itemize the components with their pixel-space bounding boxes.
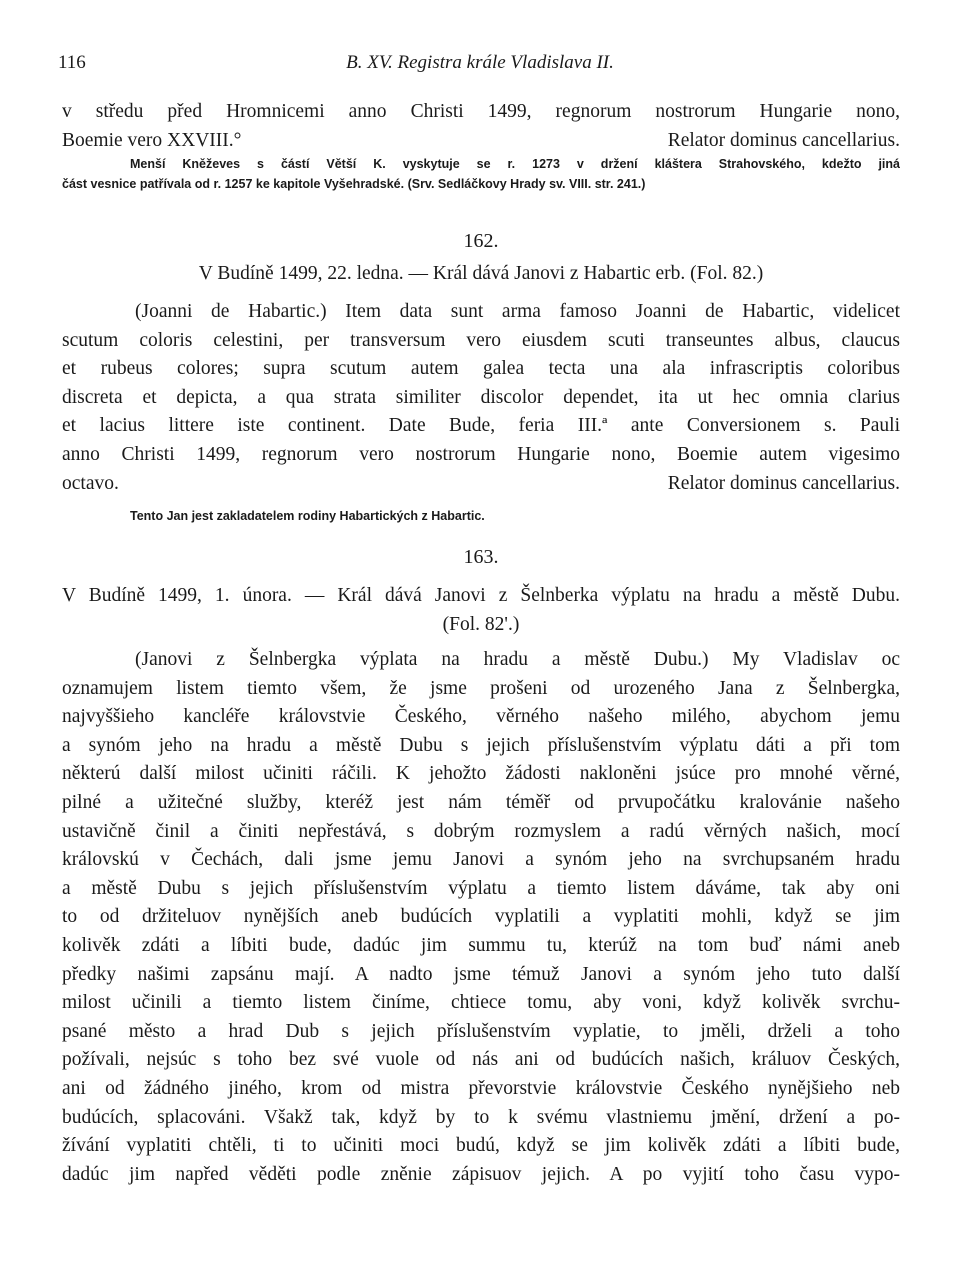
running-title: B. XV. Registra krále Vladislava II. [346, 52, 614, 73]
page-header [58, 52, 902, 82]
text-line: některú další milost učiniti ráčili. K jehožto žádosti nakloněni jsúce pro mnohé věrné, [62, 763, 900, 785]
regest: V Budíně 1499, 1. února. — Král dává Janovi z Šelnberka výplatu na hradu a městě Dubu. [62, 585, 900, 606]
text-line: to od držiteluov nynějších aneb budúcích vyplatili a vyplatiti mohli, když se jim [62, 906, 900, 928]
text-line: předky našimi zapsánu mají. A nadto jsme témuž Janovi a synóm jeho tuto další [62, 963, 900, 985]
document-162-note [62, 506, 900, 526]
text-line: a městě Dubu s jejich příslušenstvím výplatu a tiemto listem dáváme, tak aby oni [62, 877, 900, 899]
text-line: najvyššieho kancléře královstvie Českého, věrného našeho milého, abychom jemu [62, 706, 900, 728]
document-163-text [62, 646, 900, 1189]
text-line: oznamujem listem tiemto všem, že jsme prošeni od urozeného Jana z Šelnbergka, [62, 677, 900, 699]
text-line: psané město a hrad Dub s jejich příslušenstvím vyplatie, to jměli, drželi a toho [62, 1020, 900, 1042]
note-line: část vesnice patřívala od r. 1257 ke kapitole Vyšehradské. (Srv. Sedláčkovy Hrady sv. VIII. str. 241.) [62, 177, 646, 191]
note-line: Menší Kněževes s částí Větší K. vyskytuje se r. 1273 v držení kláštera Strahovského, kdežto jiná [130, 157, 900, 171]
text-line: pilné a užitečné služby, kteréž jest nám téměř od prvupočátku kralovánie našeho [62, 791, 900, 813]
text-line: žívání vyplatiti chtěli, ti to učiniti moci budú, když se jim kolivěk zdáti a líbiti bude, [62, 1135, 900, 1157]
document-162-text [62, 298, 900, 498]
text-line [62, 127, 900, 156]
text-line: scutum coloris celestini, per transversum vero eiusdem scuti transeuntes albus, claucus [62, 329, 900, 351]
relator-line: Relator dominus cancellarius. [667, 472, 900, 494]
note-line: Tento Jan jest zakladatelem rodiny Habartických z Habartic. [130, 509, 485, 523]
regest: V Budíně 1499, 22. ledna. — Král dává Janovi z Habartic erb. (Fol. 82.) [198, 263, 764, 284]
text-line: anno Christi 1499, regnorum vero nostrorum Hungarie nono, Boemie autem vigesimo [62, 443, 900, 465]
text-line: milost učinili a tiemto listem činíme, chtiece tomu, aby voni, když kolivěk svrchu- [62, 992, 900, 1014]
text-line: et lacius littere iste continent. Date Bude, feria III.ª ante Conversionem s. Pauli [62, 415, 900, 437]
text-line: kolivěk zdáti a líbiti bude, dadúc jim summu tu, kterúž na tom buď námi aneb [62, 934, 900, 956]
document-number: 162. [463, 230, 499, 252]
text-line: požívali, nejsúc s toho bez své vuole od nás ani od budúcích našich, králuov Českých, [62, 1049, 900, 1071]
text-line: ustavičně činil a činiti nepřestává, s dobrým rozmyslem a radú věrných našich, mocí [62, 820, 900, 842]
text-line: a synóm jeho na hradu a městě Dubu s jejich příslušenstvím výplatu dáti a při tom [62, 734, 900, 756]
text-line: (Joanni de Habartic.) Item data sunt arma famoso Joanni de Habartic, videlicet [135, 301, 900, 322]
text-line: et rubeus colores; supra scutum autem galea tecta una ala infrascriptis coloribus [62, 358, 900, 380]
text-line: budúcích, splacováni. Všakž tak, když by to k svému vlastniemu jmění, držení a po- [62, 1106, 900, 1128]
closing-word: octavo. [62, 472, 119, 494]
document-number: 163. [463, 546, 499, 568]
document-162 [62, 226, 900, 289]
previous-document-ending [62, 98, 900, 155]
previous-document-note [62, 154, 900, 194]
text-line: ani od žádného jiného, krom od mistra převorstvie královstvie Českého nynějšieho neb [62, 1077, 900, 1099]
relator-line: Relator dominus cancellarius. [667, 129, 900, 151]
text-line: dadúc jim napřed věděti podle zněnie zápisuov jejich. A po vyjití toho času vypo- [62, 1163, 900, 1185]
text-line: (Janovi z Šelnbergka výplata na hradu a městě Dubu.) My Vladislav oc [135, 649, 900, 670]
document-163 [62, 542, 900, 639]
text-line [62, 470, 900, 499]
page-number: 116 [58, 52, 86, 73]
text-line: královskú v Čechách, dali jsme jemu Janovi a synóm jeho na svrchupsaném hradu [62, 849, 900, 871]
regest: (Fol. 82'.) [442, 613, 520, 635]
text-line: discreta et depicta, a qua strata similiter discolor dependet, ita ut hec omnia clarius [62, 386, 900, 408]
text-line: v středu před Hromnicemi anno Christi 1499, regnorum nostrorum Hungarie nono, [62, 101, 900, 122]
date-fragment: Boemie vero XXVIII.° [62, 129, 242, 151]
